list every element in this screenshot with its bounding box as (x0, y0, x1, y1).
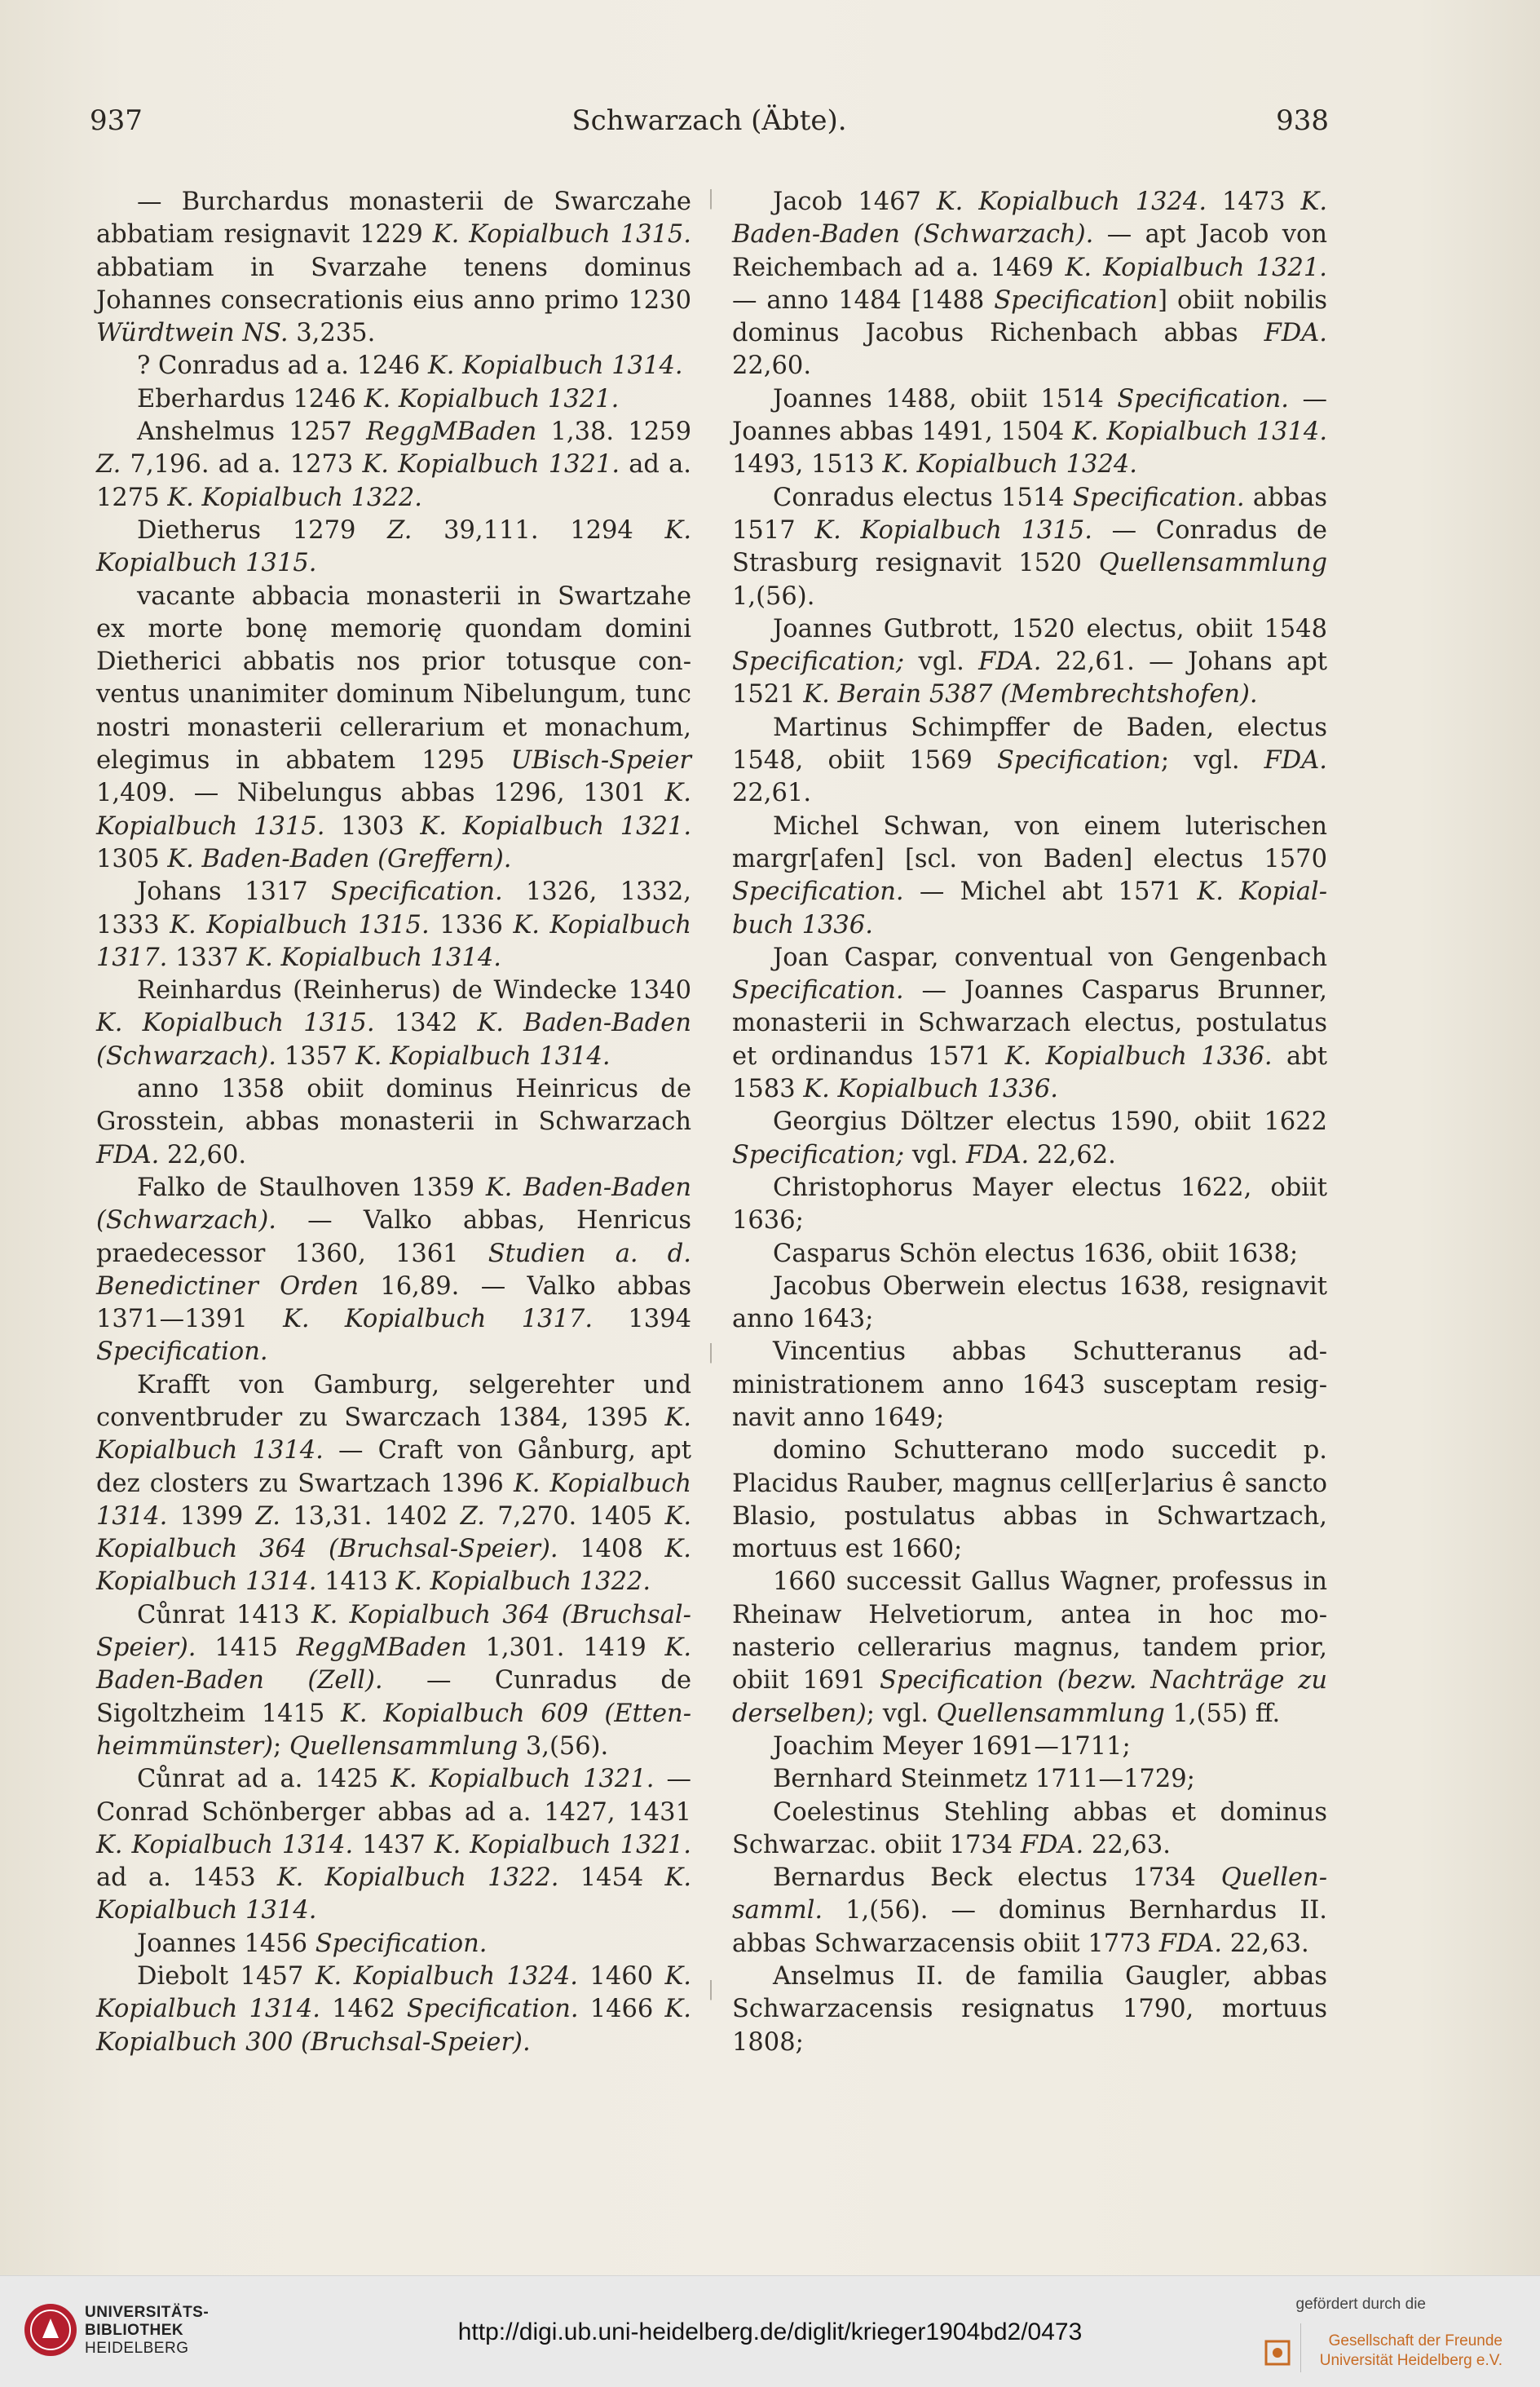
abbot-entry: Jacob 1467 K. Kopialbuch 1324. 1473 K. Baden-Baden (Schwarzach). — apt Jacob von Reichembach ad a. 1469 K. Kopialbuch 1321. — anno 1484 [1488 Specification] obiit nobilis dominus Jacobus Richenbach abbas FDA. 22,60. (732, 188, 1328, 381)
page-number-left: 937 (90, 104, 143, 137)
permalink-url[interactable]: http://digi.ub.uni-heidelberg.de/diglit/krieger1904bd2/0473 (457, 2318, 1083, 2345)
library-name: UNIVERSITÄTS- BIBLIOTHEK HEIDELBERG (85, 2304, 210, 2357)
right-column (732, 186, 1327, 2059)
abbot-entry: Joannes 1456 Specification. (137, 1929, 488, 1958)
abbot-entry: domino Schutterano modo succedit p. Placidus Rauber, magnus cell[er]arius ê sancto Blasio, postulatus abbas in Schwartzach, mortuus est 1660; (732, 1436, 1327, 1564)
page-title: Schwarzach (Äbte). (571, 104, 847, 137)
funding-label: gefördert durch die (1295, 2296, 1426, 2313)
abbot-entry: Vincentius abbas Schutteranus administrationem anno 1643 susceptam resignavit anno 1649; (732, 1337, 1327, 1432)
column-divider (710, 189, 712, 2179)
abbot-entry: Bernhard Steinmetz 1711—1729; (773, 1765, 1195, 1794)
abbot-entry: Eberhardus 1246 K. Kopialbuch 1321. (137, 384, 620, 413)
left-column (96, 186, 691, 2059)
abbot-entry: Christophorus Mayer electus 1622, obiit 1636; (732, 1173, 1327, 1235)
running-header (90, 104, 1329, 150)
abbot-entry: Krafft von Gamburg, selgerehter und conventbruder zu Swarczach 1384, 1395 K. Kopialbuch 1314. — Craft von Gånburg, apt dez closters zu Swartzach 1396 K. Kopialbuch 1314. 1399 Z. 13,31. 1402 Z. 7,270. 1405 K. Kopialbuch 364 (Bruchsal-Speier). 1408 K. Kopialbuch 1314. 1413 K. Kopialbuch 1322. (96, 1370, 692, 1597)
abbot-entry: Cůnrat 1413 K. Kopialbuch 364 (Bruchsal-Speier). 1415 ReggMBaden 1,301. 1419 K. Baden-Baden (Zell). — Cunradus de Sigoltzheim 1415 K. Kopialbuch 609 (Ettenheimmünster); Quellensammlung 3,(56). (96, 1600, 692, 1761)
abbot-entry: Conradus electus 1514 Specification. abbas 1517 K. Kopialbuch 1315. — Conradus de Strasburg resignavit 1520 Quellensammlung 1,(56). (732, 483, 1328, 611)
abbot-entry: Bernardus Beck electus 1734 Quellensamml. 1,(56). — dominus Bernhardus II. abbas Schwarzacensis obiit 1773 FDA. 22,63. (732, 1863, 1327, 1958)
abbot-entry: anno 1358 obiit dominus Heinricus de Grosstein, abbas monasterii in Schwarzach FDA. 22,60. (96, 1075, 691, 1169)
abbot-entry: Reinhardus (Reinherus) de Windecke 1340 K. Kopialbuch 1315. 1342 K. Baden-Baden (Schwarzach). 1357 K. Kopialbuch 1314. (96, 976, 691, 1071)
abbot-entry: Joan Caspar, conventual von Gengenbach Specification. — Joannes Casparus Brunner, monasterii in Schwarzach electus, postulatus et ordinandus 1571 K. Kopialbuch 1336. abt 1583 K. Kopialbuch 1336. (732, 943, 1327, 1104)
abbot-entry: 1660 successit Gallus Wagner, professus in Rheinaw Helvetiorum, antea in hoc monasterio cellerarius magnus, tandem prior, obiit 1691 Specification (bezw. Nachträge zu derselben); vgl. Quellensammlung 1,(55) ff. (732, 1567, 1327, 1728)
abbot-entry: Anshelmus 1257 ReggMBaden 1,38. 1259 Z. 7,196. ad a. 1273 K. Kopialbuch 1321. ad a. 1275 K. Kopialbuch 1322. (96, 418, 692, 512)
abbot-entry: Joannes Gutbrott, 1520 electus, obiit 1548 Specification; vgl. FDA. 22,61. — Johans apt 1521 K. Berain 5387 (Membrechtshofen). (732, 614, 1327, 709)
abbot-entry: vacante abbacia monasterii in Swartzahe ex morte bonę memorię quondam domini Dietherici abbatis nos prior totusque conventus unanimiter dominum Nibelungum, tunc nostri monasterii cellerarium et monachum, elegimus in abbatem 1295 UBisch-Speier 1,409. — Nibelungus abbas 1296, 1301 K. Kopialbuch 1315. 1303 K. Kopialbuch 1321. 1305 K. Baden-Baden (Greffern). (96, 581, 692, 873)
abbot-entry: Michel Schwan, von einem luterischen margr[afen] [scl. von Baden] electus 1570 Specification. — Michel abt 1571 K. Kopialbuch 1336. (732, 811, 1327, 939)
abbot-entry: Georgius Döltzer electus 1590, obiit 1622 Specification; vgl. FDA. 22,62. (732, 1107, 1327, 1169)
funding-organization: Gesellschaft der Freunde Universität Heidelberg e.V. (1319, 2332, 1502, 2369)
abbot-entry: ? Conradus ad a. 1246 K. Kopialbuch 1314. (137, 351, 683, 381)
abbot-entry: Joachim Meyer 1691—1711; (773, 1731, 1131, 1761)
page-number-right: 938 (1276, 104, 1329, 137)
abbot-entry: Falko de Staulhoven 1359 K. Baden-Baden (Schwarzach). — Valko abbas, Henricus praedecessor 1360, 1361 Studien a. d. Benedictiner Orden 16,89. — Valko abbas 1371—1391 K. Kopialbuch 1317. 1394 Specification. (96, 1173, 691, 1367)
abbot-entry: Casparus Schön electus 1636, obiit 1638; (773, 1239, 1299, 1268)
abbot-entry: Jacobus Oberwein electus 1638, resignavit anno 1643; (732, 1271, 1327, 1334)
funding-credit (1263, 2291, 1507, 2380)
abbot-entry: Dietherus 1279 Z. 39,111. 1294 K. Kopialbuch 1315. (96, 515, 692, 578)
abbot-entry: Joannes 1488, obiit 1514 Specification. — Joannes abbas 1491, 1504 K. Kopialbuch 1314. 1493, 1513 K. Kopialbuch 1324. (732, 384, 1328, 480)
abbot-entry: Johans 1317 Specification. 1326, 1332, 1333 K. Kopialbuch 1315. 1336 K. Kopialbuch 1317. 1337 K. Kopialbuch 1314. (96, 877, 691, 972)
abbot-entry: Diebolt 1457 K. Kopialbuch 1324. 1460 K. Kopialbuch 1314. 1462 Specification. 1466 K. Kopialbuch 300 (Bruchsal-Speier). (96, 1962, 691, 2057)
abbot-entry: Coelestinus Stehling abbas et dominus Schwarzac. obiit 1734 FDA. 22,63. (732, 1797, 1327, 1859)
viewer-footer (0, 2275, 1540, 2387)
abbot-entry: Martinus Schimpffer de Baden, electus 1548, obiit 1569 Specification; vgl. FDA. 22,61. (732, 713, 1327, 808)
abbot-entry: — Burchardus monasterii de Swarczahe abbatiam resignavit 1229 K. Kopialbuch 1315. abbatiam in Svarzahe tenens dominus Johannes consecrationis eius anno primo 1230 Würdtwein NS. 3,235. (96, 188, 692, 348)
abbot-entry: Cůnrat ad a. 1425 K. Kopialbuch 1321. — Conrad Schönberger abbas ad a. 1427, 1431 K. Kopialbuch 1314. 1437 K. Kopialbuch 1321. ad a. 1453 K. Kopialbuch 1322. 1454 K. Kopialbuch 1314. (96, 1765, 692, 1925)
abbot-entry: Anselmus II. de familia Gaugler, abbas Schwarzacensis resignatus 1790, mortuus 1808; (732, 1962, 1327, 2057)
